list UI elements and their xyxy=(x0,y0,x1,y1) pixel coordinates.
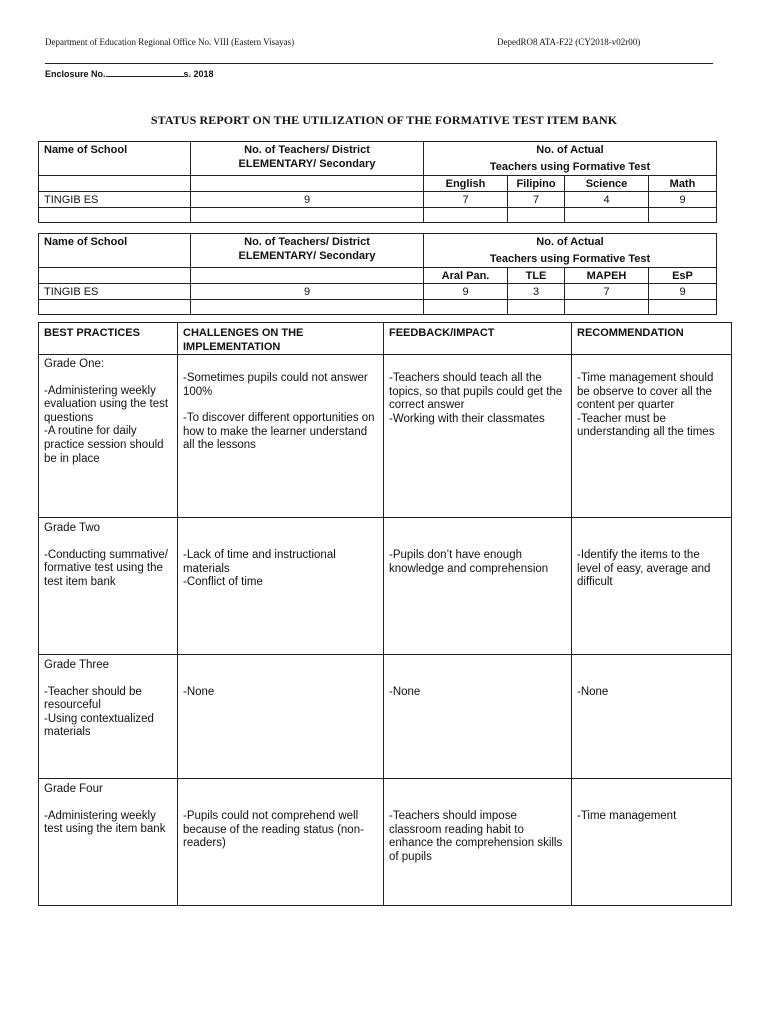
empty-row xyxy=(39,300,717,315)
col-header-teachers xyxy=(191,142,424,176)
list-item: -Conflict of time xyxy=(183,576,263,589)
table-row xyxy=(39,655,732,779)
school-name: TINGIB ES xyxy=(39,192,191,208)
empty-row xyxy=(39,208,717,223)
list-item: -Time management should be observe to cover all the content per quarter xyxy=(577,372,714,412)
list-item: -Sometimes pupils could not answer 100% xyxy=(183,372,368,398)
enclosure-line xyxy=(45,68,214,79)
list-item: -Pupils could not comprehend well because of the reading status (non-readers) xyxy=(183,810,364,850)
grade-label: Grade Three xyxy=(44,659,109,671)
col-header-recommendation: RECOMMENDATION xyxy=(572,323,732,355)
feedback-cell xyxy=(384,355,572,518)
best-practices-cell xyxy=(39,518,178,655)
list-item: -Teachers should impose classroom reading habit to enhance the comprehension skills of pupils xyxy=(389,810,563,863)
blank-cell xyxy=(39,176,191,192)
list-item: -Conducting summative/ formative test using the test item bank xyxy=(44,548,168,588)
table-row xyxy=(39,355,732,518)
subject-value: 4 xyxy=(565,192,649,208)
list-item: -Pupils don’t have enough knowledge and comprehension xyxy=(389,549,549,575)
subject-value: 9 xyxy=(649,192,717,208)
col-header-teachers-line1: No. of Teachers/ District xyxy=(244,236,370,248)
col-header-challenges: CHALLENGES ON THE IMPLEMENTATION xyxy=(178,323,384,355)
subject-value: 7 xyxy=(508,192,565,208)
page-title: STATUS REPORT ON THE UTILIZATION OF THE FORMATIVE TEST ITEM BANK xyxy=(150,113,618,127)
practices-table xyxy=(38,322,732,906)
table-row xyxy=(39,284,717,300)
col-header-teachers-line1: No. of Teachers/ District xyxy=(244,144,370,156)
best-practices-cell xyxy=(39,655,178,779)
subject-header: MAPEH xyxy=(565,268,649,284)
header-office-name: Department of Education Regional Office No. VIII (Eastern Visayas) xyxy=(45,37,295,47)
subject-value: 9 xyxy=(424,284,508,300)
list-item: -None xyxy=(183,686,215,698)
col-header-school: Name of School xyxy=(39,234,191,268)
teachers-table-other-subjects xyxy=(38,233,717,315)
list-item: -Working with their classmates xyxy=(389,412,545,425)
subject-value: 7 xyxy=(424,192,508,208)
subject-header: English xyxy=(424,176,508,192)
col-header-best-practices: BEST PRACTICES xyxy=(39,323,178,355)
subject-value: 9 xyxy=(649,284,717,300)
grade-label: Grade One: xyxy=(44,358,105,370)
list-item: -Administering weekly test using the item bank xyxy=(44,809,166,836)
subject-value: 7 xyxy=(565,284,649,300)
list-item: -None xyxy=(577,686,609,698)
recommendation-cell xyxy=(572,518,732,655)
enclosure-suffix: s. 2018 xyxy=(183,69,214,79)
list-item: -Teacher must be understanding all the times xyxy=(577,412,715,439)
challenges-cell xyxy=(178,779,384,906)
table-row xyxy=(39,192,717,208)
list-item: -Time management xyxy=(577,810,677,822)
blank-cell xyxy=(191,268,424,284)
list-item: -Identify the items to the level of easy, average and difficult xyxy=(577,549,711,589)
list-item: -Using contextualized materials xyxy=(44,712,154,739)
table-row xyxy=(39,779,732,906)
col-header-actual-line2: Teachers using Formative Test xyxy=(424,253,717,268)
feedback-cell xyxy=(384,655,572,779)
subject-header: EsP xyxy=(649,268,717,284)
best-practices-cell xyxy=(39,355,178,518)
feedback-cell xyxy=(384,518,572,655)
list-item: -None xyxy=(389,686,421,698)
teachers-table-core-subjects xyxy=(38,141,717,223)
col-header-school: Name of School xyxy=(39,142,191,176)
list-item: -Lack of time and instructional materials xyxy=(183,549,336,575)
recommendation-cell xyxy=(572,779,732,906)
subject-header: TLE xyxy=(508,268,565,284)
list-item: -Teachers should teach all the topics, so that pupils could get the correct answer xyxy=(389,372,563,412)
subject-value: 3 xyxy=(508,284,565,300)
challenges-cell xyxy=(178,655,384,779)
list-item: -Teacher should be resourceful xyxy=(44,685,142,712)
teacher-count: 9 xyxy=(191,192,424,208)
subject-header: Filipino xyxy=(508,176,565,192)
recommendation-cell xyxy=(572,655,732,779)
feedback-cell xyxy=(384,779,572,906)
col-header-feedback: FEEDBACK/IMPACT xyxy=(384,323,572,355)
school-name: TINGIB ES xyxy=(39,284,191,300)
col-header-teachers-line2: ELEMENTARY/ Secondary xyxy=(238,158,376,170)
recommendation-cell xyxy=(572,355,732,518)
enclosure-blank xyxy=(106,68,184,77)
table-row xyxy=(39,518,732,655)
col-header-teachers-line2: ELEMENTARY/ Secondary xyxy=(238,250,376,262)
blank-cell xyxy=(39,268,191,284)
col-header-actual-line2: Teachers using Formative Test xyxy=(424,161,717,176)
grade-label: Grade Two xyxy=(44,522,101,534)
blank-cell xyxy=(191,176,424,192)
header-form-code: DepedRO8 ATA-F22 (CY2018-v02r00) xyxy=(497,37,641,47)
grade-label: Grade Four xyxy=(44,783,103,795)
col-header-teachers xyxy=(191,234,424,268)
enclosure-label: Enclosure No. xyxy=(45,69,106,79)
challenges-cell xyxy=(178,518,384,655)
list-item: -Administering weekly evaluation using the test questions xyxy=(44,384,169,424)
col-header-actual-line1: No. of Actual xyxy=(424,234,717,253)
challenges-cell xyxy=(178,355,384,518)
col-header-actual-line1: No. of Actual xyxy=(424,142,717,161)
list-item: -To discover different opportunities on how to make the learner understand all the lessons xyxy=(183,412,375,452)
subject-header: Math xyxy=(649,176,717,192)
list-item: -A routine for daily practice session should be in place xyxy=(44,425,164,465)
header-divider xyxy=(45,63,713,64)
subject-header: Science xyxy=(565,176,649,192)
subject-header: Aral Pan. xyxy=(424,268,508,284)
best-practices-cell xyxy=(39,779,178,906)
teacher-count: 9 xyxy=(191,284,424,300)
